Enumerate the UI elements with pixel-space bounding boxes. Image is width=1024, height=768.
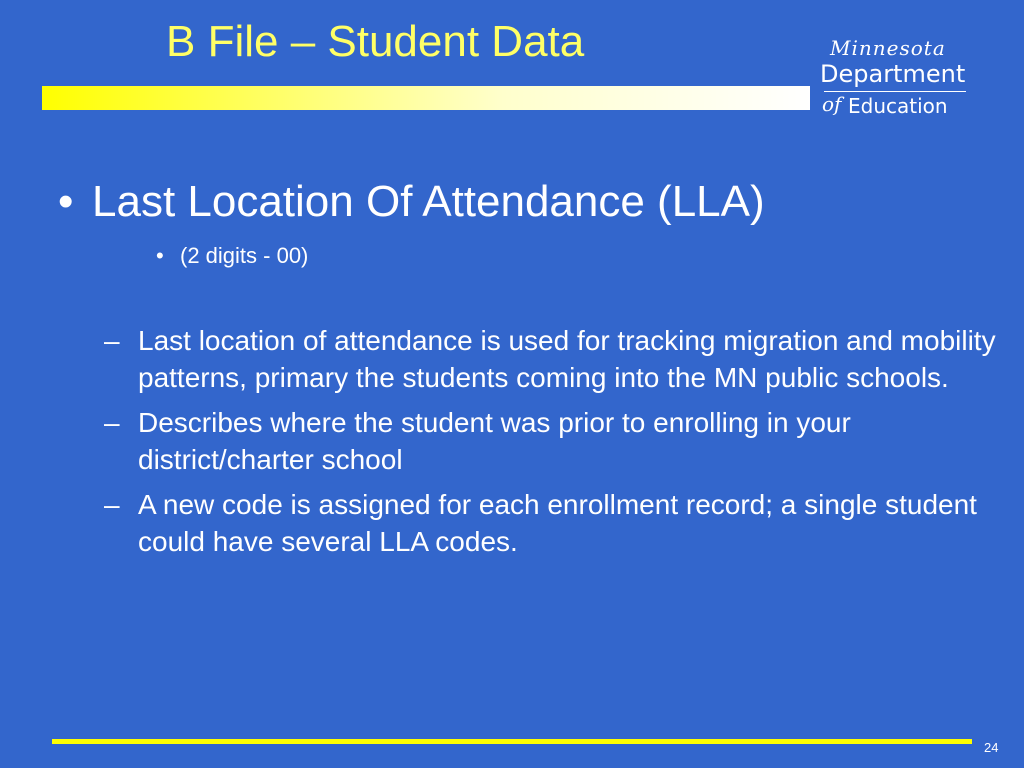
detail-text: Describes where the student was prior to enrolling in your district/charter school	[138, 407, 851, 475]
main-bullet-text: Last Location Of Attendance (LLA)	[92, 177, 765, 226]
detail-text: A new code is assigned for each enrollment record; a single student could have several LLA codes.	[138, 489, 977, 557]
logo-of-text: of	[822, 92, 842, 116]
detail-item	[104, 486, 1004, 560]
detail-list	[104, 322, 1004, 568]
slide-title: B File – Student Data	[166, 17, 585, 66]
dash-marker: –	[104, 489, 120, 520]
sub-bullet-text: (2 digits - 00)	[180, 243, 309, 268]
mn-department-of-education-logo	[812, 36, 972, 126]
detail-item	[104, 322, 1004, 396]
logo-department-text: Department	[820, 60, 966, 88]
page-number: 24	[984, 740, 999, 755]
detail-text: Last location of attendance is used for tracking migration and mobility patterns, primary the students coming into the MN public schools.	[138, 325, 996, 393]
dash-marker: –	[104, 325, 120, 356]
title-gradient-bar	[42, 86, 810, 110]
logo-education-text: Education	[848, 94, 948, 118]
dash-marker: –	[104, 407, 120, 438]
logo-divider	[824, 91, 966, 92]
main-bullet	[58, 176, 765, 228]
detail-item	[104, 404, 1004, 478]
sub-bullet	[156, 242, 308, 270]
logo-state-text: Minnesota	[830, 36, 946, 60]
sub-bullet-marker: •	[156, 243, 164, 268]
bullet-marker: •	[58, 177, 74, 226]
footer-line	[52, 739, 972, 744]
